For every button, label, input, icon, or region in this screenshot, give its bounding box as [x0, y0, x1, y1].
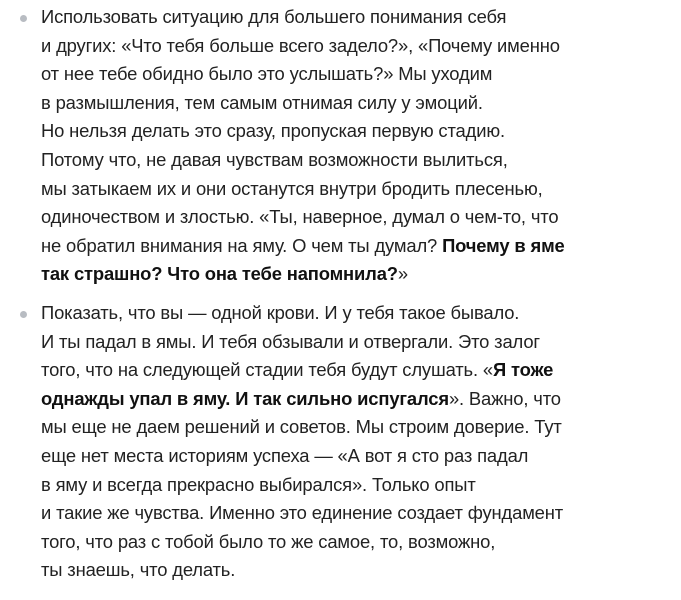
text-run: ты знаешь, что делать.	[41, 559, 236, 581]
text-line	[41, 385, 667, 414]
text-run: и других: «Что тебя больше всего задело?», «Почему именно	[41, 34, 560, 56]
list-item	[0, 299, 681, 585]
text-line	[41, 232, 667, 261]
text-run: одиночеством и злостью. «Ты, наверное, думал о чем-то, что	[41, 206, 559, 228]
paragraph-text	[41, 299, 667, 585]
bullet-dot-icon	[20, 15, 27, 22]
text-run: И ты падал в ямы. И тебя обзывали и отвергали. Это залог	[41, 330, 540, 352]
text-line	[41, 260, 667, 289]
text-line	[41, 32, 667, 61]
text-run: мы затыкаем их и они останутся внутри бродить плесенью,	[41, 177, 543, 199]
text-run: еще нет места историям успеха — «А вот я сто раз падал	[41, 444, 529, 466]
text-run: Использовать ситуацию для большего понимания себя	[41, 6, 507, 27]
bold-text-run: Я тоже	[492, 359, 554, 381]
text-run: не обратил внимания на яму. О чем ты думал?	[41, 234, 443, 256]
bold-text-run: однажды упал в яму. И так сильно испугался	[41, 387, 449, 409]
list-item	[0, 3, 681, 289]
text-line	[41, 528, 667, 557]
text-line	[41, 413, 667, 442]
text-run: Но нельзя делать это сразу, пропуская первую стадию.	[41, 120, 505, 142]
text-line	[41, 299, 667, 328]
text-line	[41, 556, 667, 585]
text-line	[41, 203, 667, 232]
text-line	[41, 3, 667, 32]
text-run: Показать, что вы — одной крови. И у тебя такое бывало.	[41, 301, 520, 323]
text-line	[41, 89, 667, 118]
text-line	[41, 356, 667, 385]
text-line	[41, 175, 667, 204]
text-run: того, что раз с тобой было то же самое, то, возможно,	[41, 530, 496, 552]
text-run: того, что на следующей стадии тебя будут слушать. «	[41, 359, 493, 381]
text-run: в яму и всегда прекрасно выбирался». Только опыт	[41, 473, 476, 495]
text-line	[41, 60, 667, 89]
text-line	[41, 117, 667, 146]
bold-text-run: так страшно? Что она тебе напомнила?	[41, 263, 398, 285]
text-run: и такие же чувства. Именно это единение создает фундамент	[41, 502, 564, 524]
text-line	[41, 146, 667, 175]
text-run: ». Важно, что	[448, 387, 561, 409]
text-line	[41, 499, 667, 528]
text-run: »	[397, 263, 408, 285]
text-run: от нее тебе обидно было это услышать?» Мы уходим	[41, 63, 493, 85]
text-run: в размышления, тем самым отнимая силу у эмоций.	[41, 91, 483, 113]
bold-text-run: Почему в яме	[442, 234, 565, 256]
text-line	[41, 442, 667, 471]
text-line	[41, 328, 667, 357]
bullet-dot-icon	[20, 311, 27, 318]
paragraph-text	[41, 3, 667, 289]
text-line	[41, 471, 667, 500]
text-run: Потому что, не давая чувствам возможности вылиться,	[41, 148, 508, 170]
text-run: мы еще не даем решений и советов. Мы строим доверие. Тут	[41, 416, 562, 438]
